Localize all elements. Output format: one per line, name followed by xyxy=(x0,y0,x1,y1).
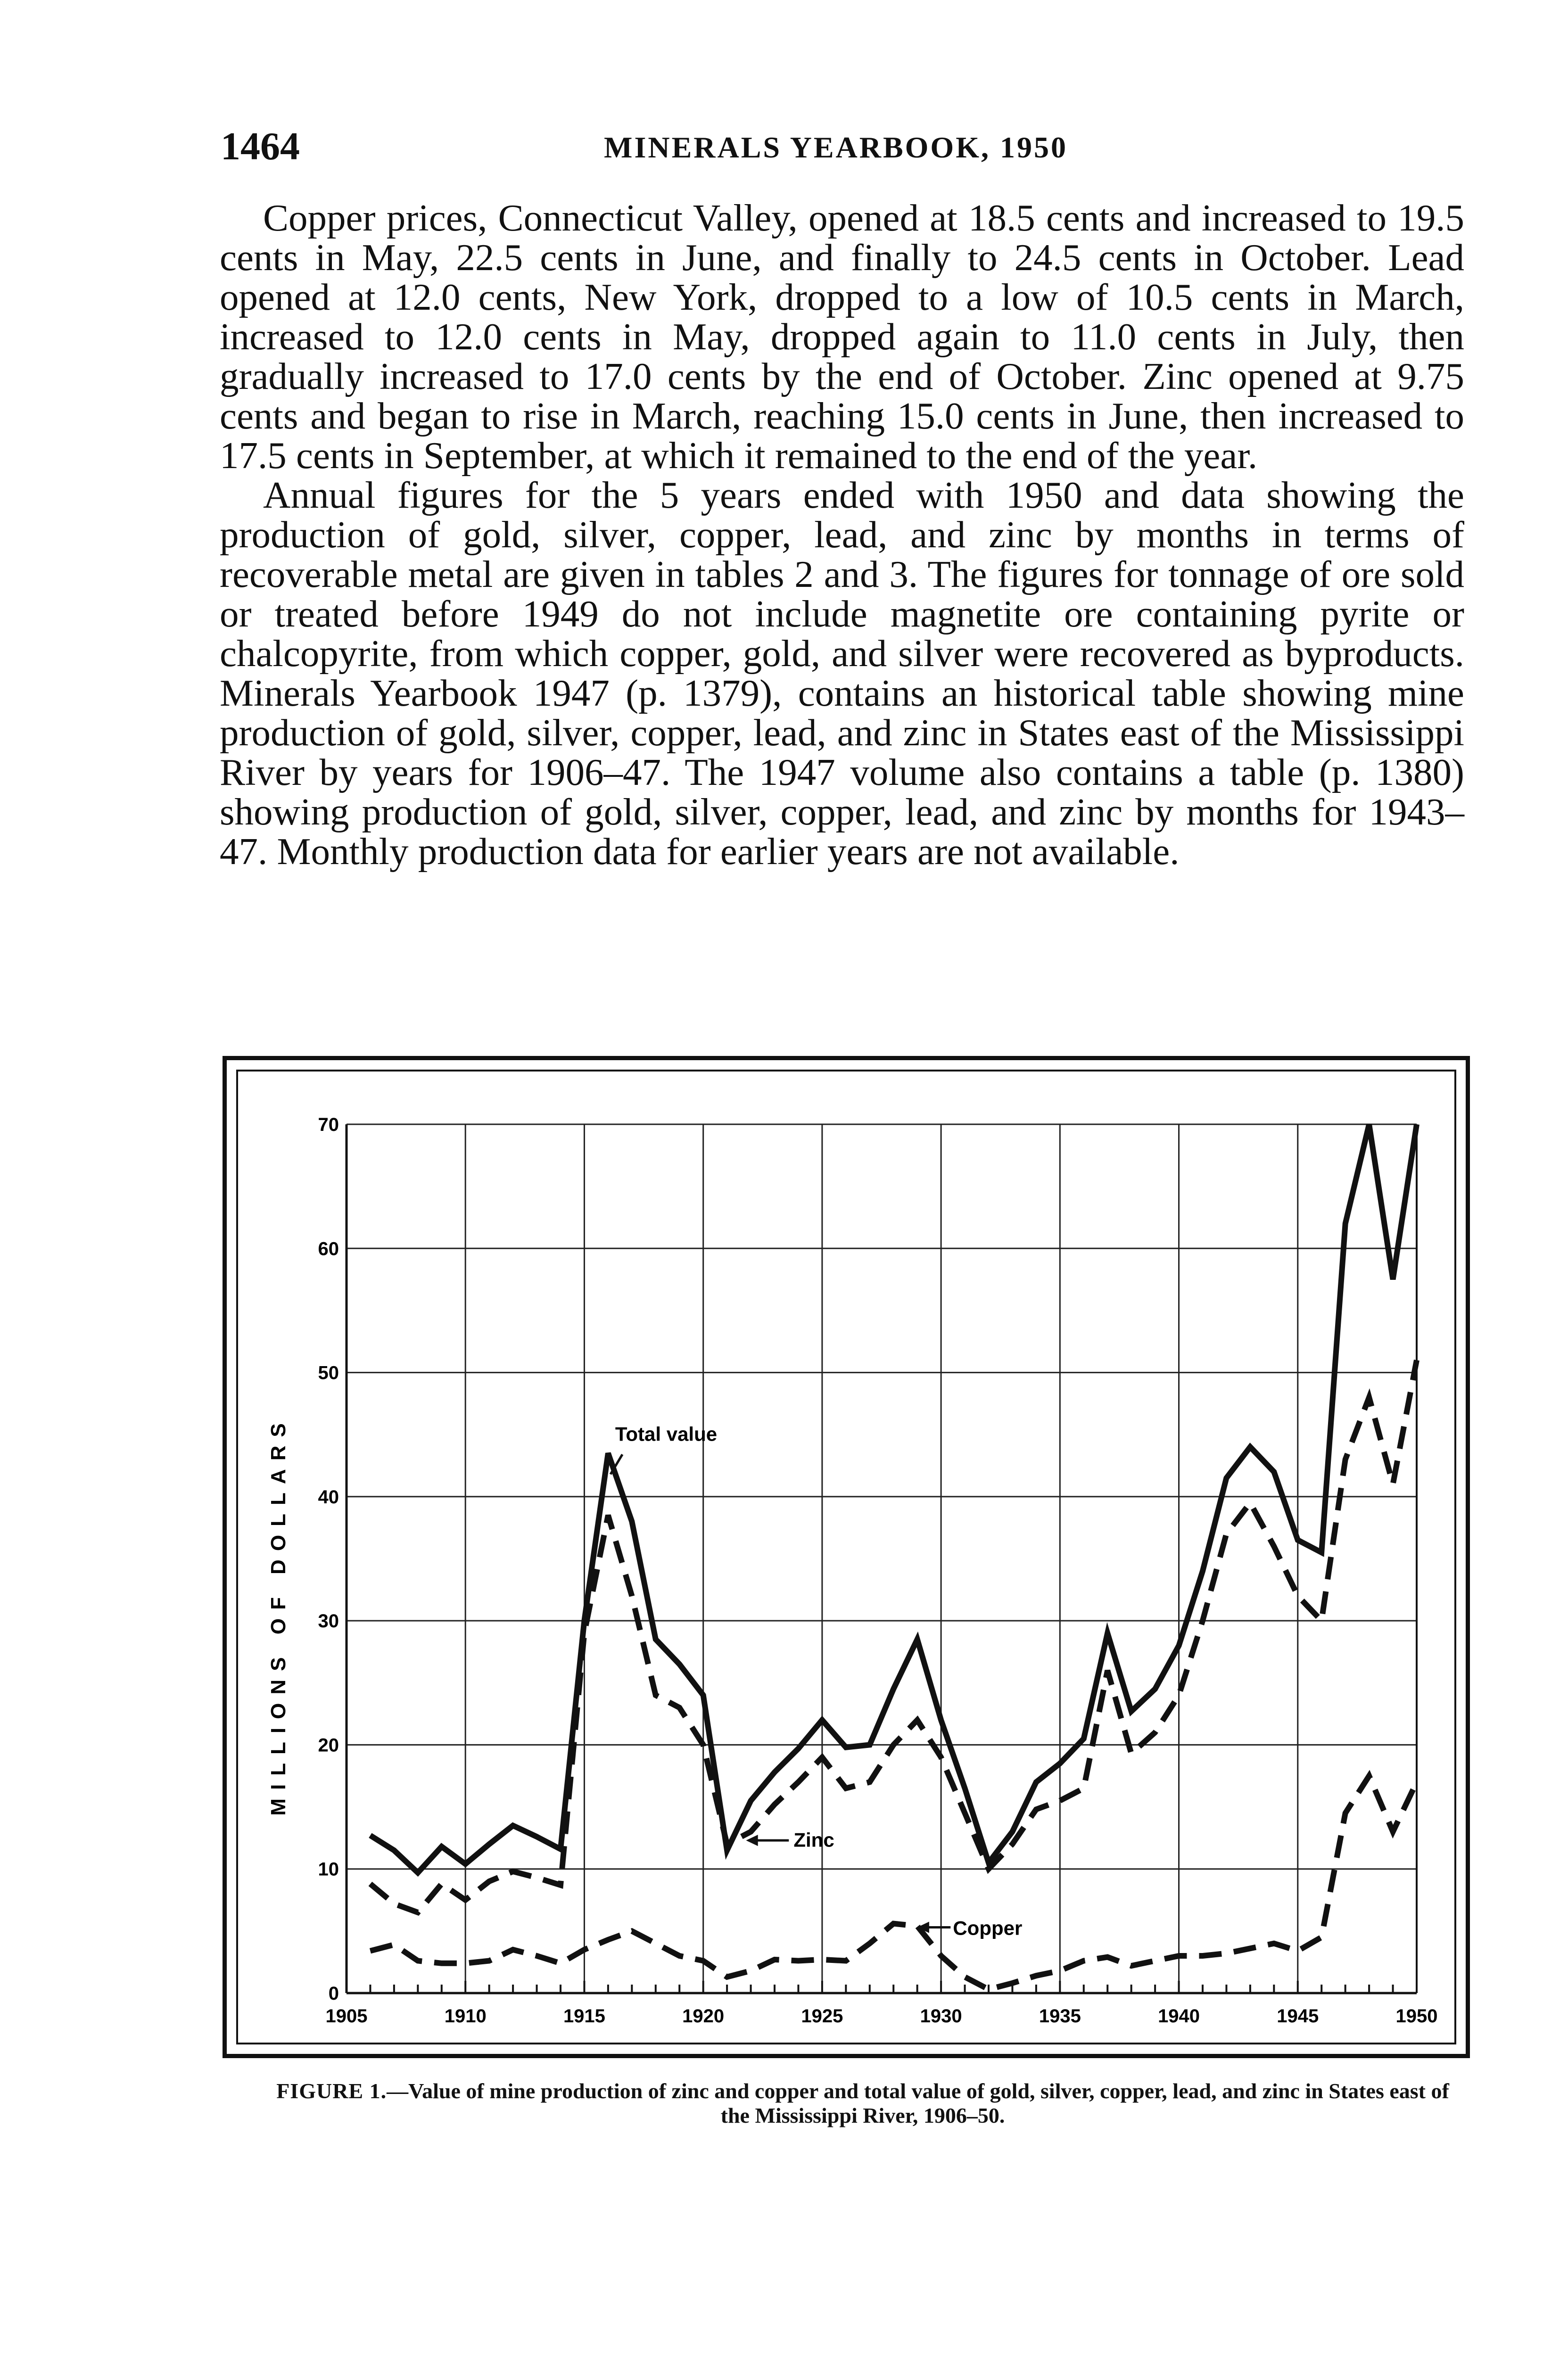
figure-caption-label: FIGURE 1. xyxy=(276,2079,387,2103)
annotation-copper: Copper xyxy=(953,1917,1023,1939)
x-tick-label-1935: 1935 xyxy=(1039,2006,1081,2027)
y-axis-label: MILLIONS OF DOLLARS xyxy=(267,1415,290,1816)
chart-tick-labels xyxy=(267,1114,1437,2027)
figure-caption-text: —Value of mine production of zinc and copper and total value of gold, silver, copper, lead, and zinc in States east of the Mississippi River, 1906–50. xyxy=(387,2079,1449,2127)
y-tick-label-60: 60 xyxy=(318,1238,339,1260)
paragraph-prices: Copper prices, Connecticut Valley, opened at 18.5 cents and increased to 19.5 cents in May, 22.5 cents in June, and finally to 24.5 cents in October. Lead opened at 12.0 cents, New York, dropped to a low of 10.5 cents in March, increased to 12.0 cents in May, dropped again to 11.0 cents in July, then gradually increased to 17.0 cents by the end of October. Zinc opened at 9.75 cents and began to rise in March, reaching 15.0 cents in June, then increased to 17.5 cents in September, at which it remained to the end of the year. xyxy=(220,197,1464,477)
chart-annotations xyxy=(611,1423,1022,1939)
y-tick-label-50: 50 xyxy=(318,1362,339,1384)
x-tick-label-1915: 1915 xyxy=(563,2006,605,2027)
y-tick-label-30: 30 xyxy=(318,1611,339,1632)
annotation-zinc: Zinc xyxy=(793,1829,834,1851)
x-tick-label-1950: 1950 xyxy=(1395,2006,1438,2027)
x-tick-label-1905: 1905 xyxy=(325,2006,368,2027)
y-tick-label-20: 20 xyxy=(318,1735,339,1756)
figure-caption xyxy=(264,2079,1461,2128)
chart-series xyxy=(370,1124,1417,1989)
y-tick-label-40: 40 xyxy=(318,1486,339,1508)
x-tick-label-1910: 1910 xyxy=(444,2006,487,2027)
paragraph-annual-figures: Annual figures for the 5 years ended with 1950 and data showing the production of gold, silver, copper, lead, and zinc by months in terms of recoverable metal are given in tables 2 and 3. The figures for tonnage of ore sold or treated before 1949 do not include magnetite ore containing pyrite or chalcopyrite, from which copper, gold, and silver were recovered as byproducts. Minerals Yearbook 1947 (p. 1379), contains an historical table showing mine production of gold, silver, copper, lead, and zinc in States east of the Mississippi River by years for 1906–47. The 1947 volume also contains a table (p. 1380) showing production of gold, silver, copper, lead, and zinc by months for 1943–47. Monthly production data for earlier years are not available. xyxy=(220,474,1464,873)
series-line-total-value xyxy=(370,1124,1417,1873)
annotation-total-value: Total value xyxy=(615,1423,718,1445)
y-tick-label-70: 70 xyxy=(318,1114,339,1135)
running-title: MINERALS YEARBOOK, 1950 xyxy=(604,131,1068,164)
chart-axes xyxy=(347,1124,1417,1993)
x-tick-label-1940: 1940 xyxy=(1158,2006,1200,2027)
x-tick-label-1925: 1925 xyxy=(801,2006,843,2027)
chart-grid xyxy=(347,1124,1417,1993)
x-tick-label-1945: 1945 xyxy=(1277,2006,1319,2027)
x-tick-label-1930: 1930 xyxy=(920,2006,962,2027)
series-line-copper xyxy=(370,1776,1417,1989)
y-tick-label-0: 0 xyxy=(328,1983,339,2004)
x-tick-label-1920: 1920 xyxy=(682,2006,725,2027)
y-tick-label-10: 10 xyxy=(318,1859,339,1880)
page-number: 1464 xyxy=(221,124,300,168)
